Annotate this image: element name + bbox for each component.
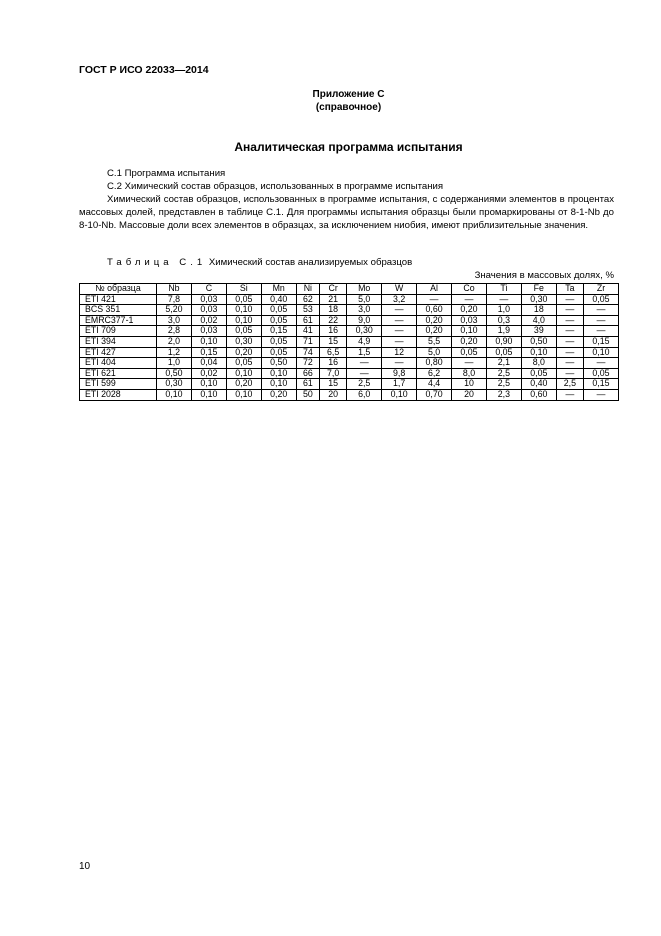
sample-name-cell: ETI 709 xyxy=(80,326,157,337)
value-cell: — xyxy=(583,358,618,369)
value-cell: 0,10 xyxy=(191,379,226,390)
value-cell: 0,20 xyxy=(452,336,487,347)
value-cell: 12 xyxy=(382,347,417,358)
value-cell: 0,05 xyxy=(486,347,521,358)
value-cell: 66 xyxy=(296,368,319,379)
value-cell: 21 xyxy=(320,294,347,305)
table-row xyxy=(80,336,619,347)
value-cell: 0,40 xyxy=(261,294,296,305)
document-header: ГОСТ Р ИСО 22033—2014 xyxy=(79,64,209,76)
value-cell: 1,5 xyxy=(347,347,382,358)
annex-subtitle: (справочное) xyxy=(315,102,382,113)
value-cell: 3,0 xyxy=(347,305,382,316)
annex-heading xyxy=(0,88,661,114)
value-cell: 72 xyxy=(296,358,319,369)
value-cell: 2,8 xyxy=(157,326,192,337)
value-cell: 0,70 xyxy=(417,389,452,400)
sample-name-cell: ETI 404 xyxy=(80,358,157,369)
value-cell: — xyxy=(452,358,487,369)
column-header: Mo xyxy=(347,284,382,295)
value-cell: 0,10 xyxy=(226,368,261,379)
table-caption xyxy=(107,257,412,268)
value-cell: 0,05 xyxy=(261,305,296,316)
table-row xyxy=(80,294,619,305)
value-cell: 1,7 xyxy=(382,379,417,390)
value-cell: 61 xyxy=(296,315,319,326)
table-row xyxy=(80,368,619,379)
value-cell: — xyxy=(556,294,583,305)
value-cell: 0,20 xyxy=(261,389,296,400)
value-cell: 3,0 xyxy=(157,315,192,326)
value-cell: 0,10 xyxy=(226,305,261,316)
value-cell: 0,20 xyxy=(417,326,452,337)
value-cell: 4,0 xyxy=(521,315,556,326)
column-header: № образца xyxy=(80,284,157,295)
value-cell: 1,9 xyxy=(486,326,521,337)
value-cell: — xyxy=(486,294,521,305)
value-cell: 0,05 xyxy=(226,326,261,337)
value-cell: 9,8 xyxy=(382,368,417,379)
value-cell: 20 xyxy=(320,389,347,400)
value-cell: 0,50 xyxy=(157,368,192,379)
value-cell: 15 xyxy=(320,379,347,390)
value-cell: 22 xyxy=(320,315,347,326)
value-cell: 3,2 xyxy=(382,294,417,305)
value-cell: 0,10 xyxy=(382,389,417,400)
value-cell: 0,60 xyxy=(521,389,556,400)
value-cell: 6,0 xyxy=(347,389,382,400)
value-cell: 2,0 xyxy=(157,336,192,347)
value-cell: 0,30 xyxy=(521,294,556,305)
value-cell: 7,8 xyxy=(157,294,192,305)
value-cell: 1,0 xyxy=(486,305,521,316)
value-cell: 2,5 xyxy=(556,379,583,390)
value-cell: 4,9 xyxy=(347,336,382,347)
value-cell: 0,10 xyxy=(261,379,296,390)
value-cell: 2,5 xyxy=(486,379,521,390)
value-cell: — xyxy=(382,336,417,347)
column-header: Al xyxy=(417,284,452,295)
value-cell: 0,80 xyxy=(417,358,452,369)
sample-name-cell: ETI 394 xyxy=(80,336,157,347)
table-row xyxy=(80,326,619,337)
table-caption-label: Таблица С.1 xyxy=(107,257,207,268)
value-cell: 2,1 xyxy=(486,358,521,369)
value-cell: — xyxy=(382,315,417,326)
value-cell: 0,30 xyxy=(347,326,382,337)
value-cell: 0,90 xyxy=(486,336,521,347)
value-cell: 0,50 xyxy=(261,358,296,369)
value-cell: — xyxy=(347,358,382,369)
value-cell: 71 xyxy=(296,336,319,347)
value-cell: 0,20 xyxy=(226,379,261,390)
value-cell: 0,60 xyxy=(417,305,452,316)
value-cell: 16 xyxy=(320,326,347,337)
page-number: 10 xyxy=(79,861,91,872)
sample-name-cell: ETI 2028 xyxy=(80,389,157,400)
value-cell: 0,05 xyxy=(261,336,296,347)
value-cell: 0,05 xyxy=(261,347,296,358)
value-cell: 16 xyxy=(320,358,347,369)
column-header: Zr xyxy=(583,284,618,295)
value-cell: 0,30 xyxy=(226,336,261,347)
paragraph-c1: С.1 Программа испытания xyxy=(107,168,226,179)
value-cell: 0,10 xyxy=(583,347,618,358)
table-row xyxy=(80,305,619,316)
value-cell: 1,0 xyxy=(157,358,192,369)
column-header: Cr xyxy=(320,284,347,295)
value-cell: — xyxy=(556,326,583,337)
column-header: Si xyxy=(226,284,261,295)
value-cell: 0,05 xyxy=(261,315,296,326)
paragraph-body: Химический состав образцов, использованных в программе испытания, с содержаниями элементов в процентах массовых долей, представлен в таблице С.1. Для программы испытания образцы были промаркированы от 8-1-Nb до 8-10-Nb. Массовые доли всех элементов в образцах, за исключением ниобия, имеют приблизительные значения. xyxy=(79,194,614,232)
value-cell: 0,05 xyxy=(226,294,261,305)
section-title: Аналитическая программа испытания xyxy=(234,140,463,154)
value-cell: 9,0 xyxy=(347,315,382,326)
value-cell: 0,50 xyxy=(521,336,556,347)
value-cell: 0,03 xyxy=(191,305,226,316)
value-cell: 61 xyxy=(296,379,319,390)
value-cell: — xyxy=(556,368,583,379)
value-cell: 5,20 xyxy=(157,305,192,316)
value-cell: 0,05 xyxy=(521,368,556,379)
composition-table xyxy=(79,283,619,401)
value-cell: 8,0 xyxy=(521,358,556,369)
value-cell: 0,05 xyxy=(583,294,618,305)
value-cell: — xyxy=(417,294,452,305)
value-cell: — xyxy=(556,315,583,326)
value-cell: — xyxy=(382,326,417,337)
value-cell: — xyxy=(382,305,417,316)
value-cell: — xyxy=(556,347,583,358)
column-header: W xyxy=(382,284,417,295)
value-cell: 10 xyxy=(452,379,487,390)
value-cell: 0,05 xyxy=(452,347,487,358)
value-cell: 6,5 xyxy=(320,347,347,358)
value-cell: 0,20 xyxy=(226,347,261,358)
value-cell: 7,0 xyxy=(320,368,347,379)
value-cell: 0,03 xyxy=(191,294,226,305)
value-cell: 0,02 xyxy=(191,315,226,326)
column-header: Co xyxy=(452,284,487,295)
column-header: Nb xyxy=(157,284,192,295)
table-row xyxy=(80,347,619,358)
table-units-note: Значения в массовых долях, % xyxy=(474,270,614,281)
value-cell: — xyxy=(556,389,583,400)
value-cell: 74 xyxy=(296,347,319,358)
value-cell: — xyxy=(382,358,417,369)
sample-name-cell: ETI 421 xyxy=(80,294,157,305)
value-cell: 50 xyxy=(296,389,319,400)
value-cell: — xyxy=(556,305,583,316)
value-cell: 0,10 xyxy=(226,389,261,400)
value-cell: — xyxy=(583,315,618,326)
column-header: C xyxy=(191,284,226,295)
value-cell: 2,5 xyxy=(486,368,521,379)
value-cell: 1,2 xyxy=(157,347,192,358)
sample-name-cell: ETI 599 xyxy=(80,379,157,390)
column-header: Ti xyxy=(486,284,521,295)
value-cell: 39 xyxy=(521,326,556,337)
value-cell: 4,4 xyxy=(417,379,452,390)
value-cell: 0,40 xyxy=(521,379,556,390)
value-cell: 41 xyxy=(296,326,319,337)
value-cell: — xyxy=(556,358,583,369)
value-cell: 2,3 xyxy=(486,389,521,400)
column-header: Mn xyxy=(261,284,296,295)
value-cell: 0,3 xyxy=(486,315,521,326)
value-cell: 2,5 xyxy=(347,379,382,390)
value-cell: 0,10 xyxy=(157,389,192,400)
value-cell: 0,20 xyxy=(417,315,452,326)
column-header: Ni xyxy=(296,284,319,295)
value-cell: 0,15 xyxy=(191,347,226,358)
table-row xyxy=(80,379,619,390)
column-header: Fe xyxy=(521,284,556,295)
annex-title: Приложение С xyxy=(312,89,385,100)
value-cell: 0,10 xyxy=(191,389,226,400)
value-cell: — xyxy=(583,389,618,400)
table-header-row xyxy=(80,284,619,295)
value-cell: 0,04 xyxy=(191,358,226,369)
table-row xyxy=(80,389,619,400)
table-row xyxy=(80,315,619,326)
value-cell: 62 xyxy=(296,294,319,305)
value-cell: 5,0 xyxy=(417,347,452,358)
value-cell: 0,15 xyxy=(261,326,296,337)
value-cell: 0,10 xyxy=(452,326,487,337)
sample-name-cell: ETI 621 xyxy=(80,368,157,379)
value-cell: 0,10 xyxy=(226,315,261,326)
value-cell: 0,05 xyxy=(226,358,261,369)
value-cell: 5,0 xyxy=(347,294,382,305)
value-cell: 53 xyxy=(296,305,319,316)
column-header: Ta xyxy=(556,284,583,295)
value-cell: 0,15 xyxy=(583,336,618,347)
value-cell: 0,10 xyxy=(261,368,296,379)
value-cell: 18 xyxy=(320,305,347,316)
value-cell: 0,02 xyxy=(191,368,226,379)
value-cell: 0,10 xyxy=(521,347,556,358)
sample-name-cell: ETI 427 xyxy=(80,347,157,358)
value-cell: 20 xyxy=(452,389,487,400)
value-cell: 0,10 xyxy=(191,336,226,347)
value-cell: 0,20 xyxy=(452,305,487,316)
value-cell: 0,03 xyxy=(191,326,226,337)
value-cell: 0,15 xyxy=(583,379,618,390)
value-cell: 15 xyxy=(320,336,347,347)
value-cell: — xyxy=(583,326,618,337)
sample-name-cell: BCS 351 xyxy=(80,305,157,316)
value-cell: — xyxy=(347,368,382,379)
value-cell: — xyxy=(556,336,583,347)
table-row xyxy=(80,358,619,369)
sample-name-cell: EMRC377-1 xyxy=(80,315,157,326)
value-cell: 6,2 xyxy=(417,368,452,379)
value-cell: 0,03 xyxy=(452,315,487,326)
paragraph-c2: С.2 Химический состав образцов, использованных в программе испытания xyxy=(107,181,444,192)
value-cell: 5,5 xyxy=(417,336,452,347)
value-cell: 18 xyxy=(521,305,556,316)
value-cell: 0,05 xyxy=(583,368,618,379)
value-cell: — xyxy=(452,294,487,305)
value-cell: 0,30 xyxy=(157,379,192,390)
value-cell: — xyxy=(583,305,618,316)
value-cell: 8,0 xyxy=(452,368,487,379)
table-caption-text: Химический состав анализируемых образцов xyxy=(208,257,413,268)
